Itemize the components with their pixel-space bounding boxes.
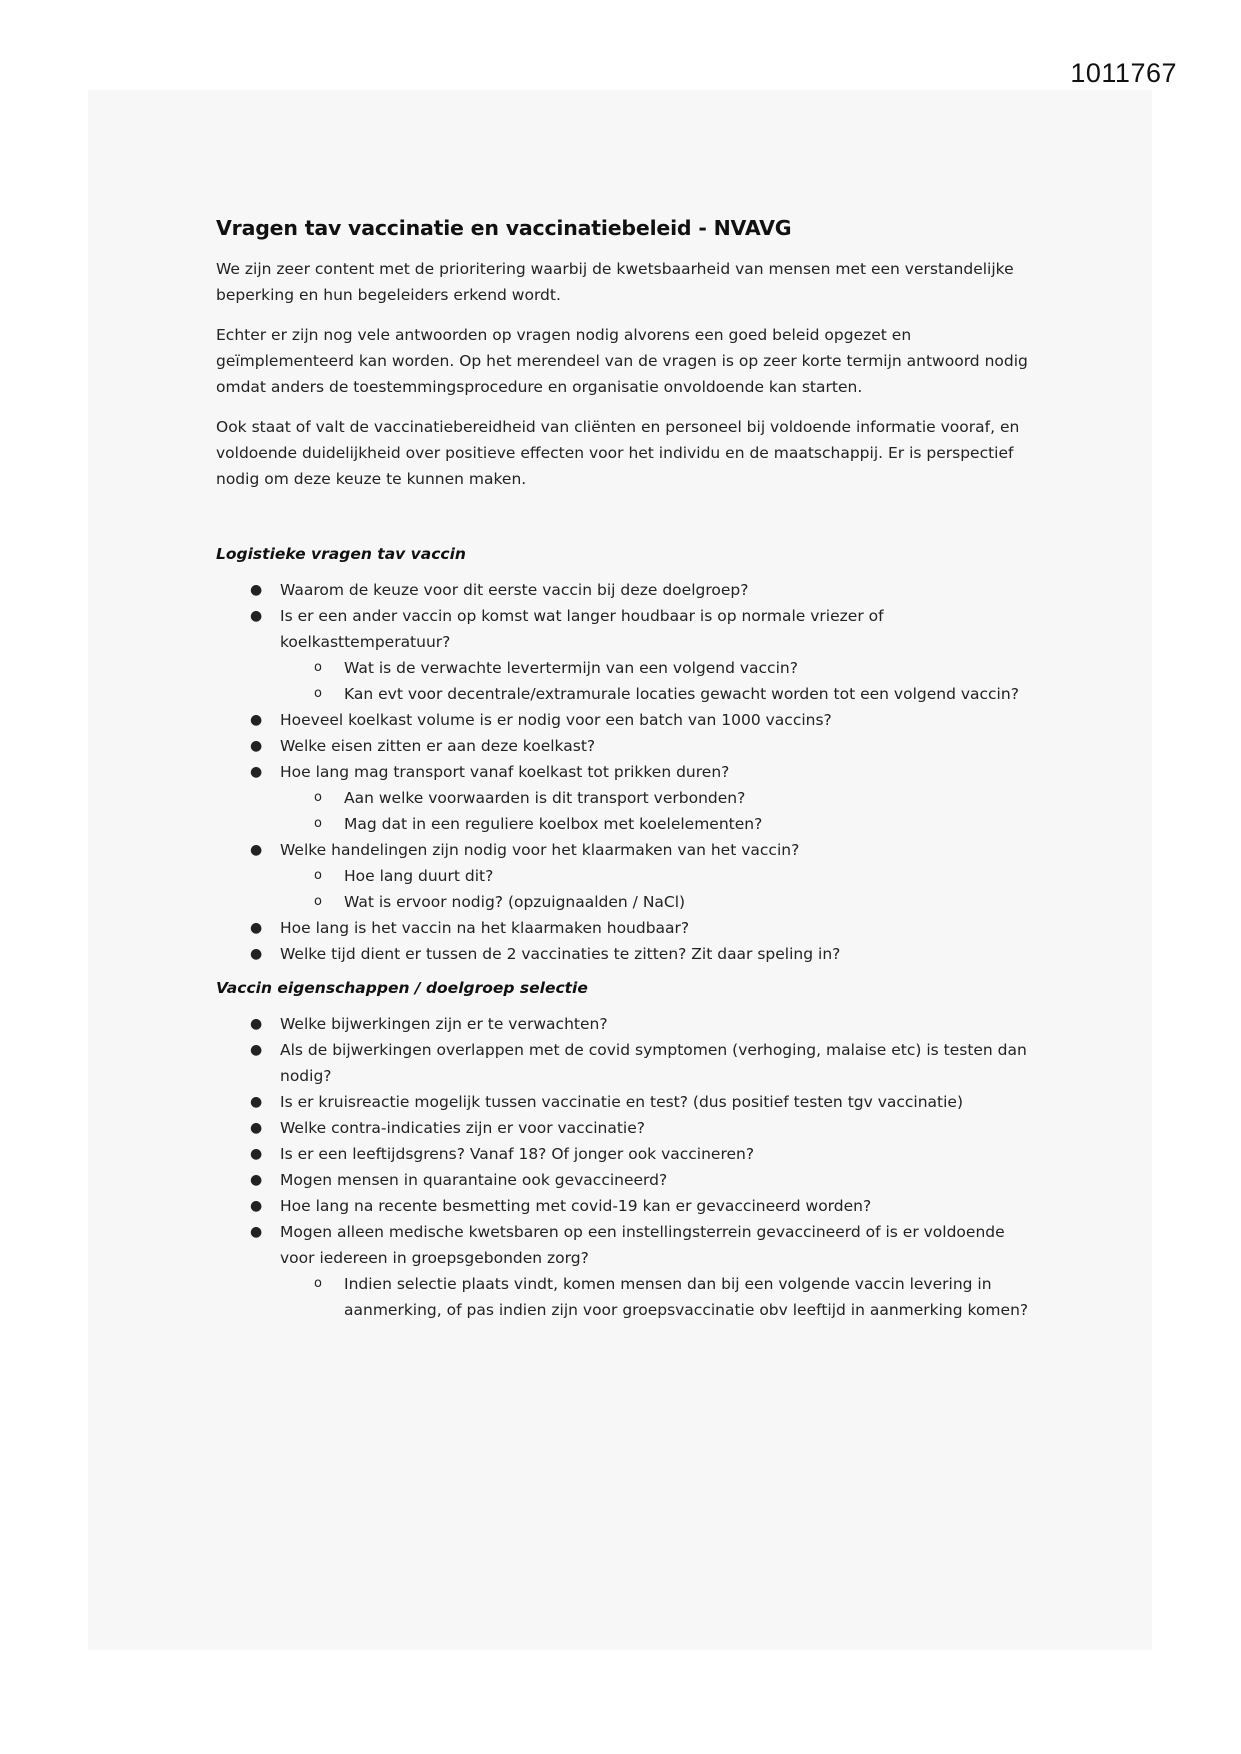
- section-heading-vaccine-properties: Vaccin eigenschappen / doelgroep selectie: [216, 979, 588, 997]
- question-list-vaccine-properties: [216, 1011, 1036, 1323]
- sub-list-item: [216, 863, 1036, 889]
- list-item-text: Hoe lang duurt dit?: [344, 867, 494, 885]
- bullet-icon: ●: [250, 1042, 263, 1058]
- section-heading-logistics: Logistieke vragen tav vaccin: [216, 545, 466, 563]
- list-item-text: Hoe lang is het vaccin na het klaarmaken houdbaar?: [280, 919, 690, 937]
- document-content: [216, 216, 1036, 1335]
- list-item-text: Hoe lang na recente besmetting met covid-19 kan er gevaccineerd worden?: [280, 1197, 872, 1215]
- hollow-bullet-icon: o: [314, 1276, 322, 1291]
- list-item: [216, 1219, 1036, 1271]
- sub-list-item: [216, 889, 1036, 915]
- list-item: [216, 1167, 1036, 1193]
- list-item-text: Is er een leeftijdsgrens? Vanaf 18? Of jonger ook vaccineren?: [280, 1145, 755, 1163]
- list-item-text: Welke bijwerkingen zijn er te verwachten?: [280, 1015, 608, 1033]
- bullet-icon: ●: [250, 1198, 263, 1214]
- list-item-text: Mag dat in een reguliere koelbox met koelelementen?: [344, 815, 763, 833]
- document-title: Vragen tav vaccinatie en vaccinatiebeleid - NVAVG: [216, 216, 792, 240]
- sub-list-item: [216, 811, 1036, 837]
- list-item-text: Hoeveel koelkast volume is er nodig voor een batch van 1000 vaccins?: [280, 711, 832, 729]
- list-item-text: Als de bijwerkingen overlappen met de covid symptomen (verhoging, malaise etc) is testen dan nodig?: [280, 1041, 1027, 1085]
- list-item-text: Mogen alleen medische kwetsbaren op een instellingsterrein gevaccineerd of is er voldoende voor iedereen in groepsgebonden zorg?: [280, 1223, 1005, 1267]
- readiness-paragraph: Ook staat of valt de vaccinatiebereidheid van cliënten en personeel bij voldoende informatie vooraf, en voldoende duidelijkheid over positieve effecten voor het individu en de maatschappij. Er is perspectief nodig om deze keuze te kunnen maken.: [216, 418, 1020, 488]
- bullet-icon: ●: [250, 738, 263, 754]
- context-paragraph: Echter er zijn nog vele antwoorden op vragen nodig alvorens een goed beleid opgezet en geïmplementeerd kan worden. Op het merendeel van de vragen is op zeer korte termijn antwoord nodig omdat anders de toestemmingsprocedure en organisatie onvoldoende kan starten.: [216, 326, 1028, 396]
- hollow-bullet-icon: o: [314, 686, 322, 701]
- bullet-icon: ●: [250, 1016, 263, 1032]
- list-item: [216, 1089, 1036, 1115]
- sub-list-item: [216, 655, 1036, 681]
- bullet-icon: ●: [250, 1146, 263, 1162]
- sub-list-item: [216, 681, 1036, 707]
- list-item-text: Aan welke voorwaarden is dit transport verbonden?: [344, 789, 746, 807]
- document-id: 1011767: [1070, 58, 1177, 88]
- list-item-text: Welke tijd dient er tussen de 2 vaccinaties te zitten? Zit daar speling in?: [280, 945, 841, 963]
- list-item: [216, 577, 1036, 603]
- bullet-icon: ●: [250, 712, 263, 728]
- list-item-text: Welke contra-indicaties zijn er voor vaccinatie?: [280, 1119, 645, 1137]
- intro-paragraph: We zijn zeer content met de prioritering waarbij de kwetsbaarheid van mensen met een verstandelijke beperking en hun begeleiders erkend wordt.: [216, 260, 1014, 304]
- list-item: [216, 733, 1036, 759]
- list-item-text: Welke handelingen zijn nodig voor het klaarmaken van het vaccin?: [280, 841, 800, 859]
- list-item: [216, 941, 1036, 967]
- hollow-bullet-icon: o: [314, 894, 322, 909]
- list-item-text: Hoe lang mag transport vanaf koelkast tot prikken duren?: [280, 763, 730, 781]
- list-item-text: Is er kruisreactie mogelijk tussen vaccinatie en test? (dus positief testen tgv vaccinatie): [280, 1093, 964, 1111]
- bullet-icon: ●: [250, 946, 263, 962]
- bullet-icon: ●: [250, 842, 263, 858]
- hollow-bullet-icon: o: [314, 868, 322, 883]
- list-item-text: Kan evt voor decentrale/extramurale locaties gewacht worden tot een volgend vaccin?: [344, 685, 1019, 703]
- hollow-bullet-icon: o: [314, 790, 322, 805]
- sub-list-item: [216, 1271, 1036, 1323]
- hollow-bullet-icon: o: [314, 816, 322, 831]
- question-list-logistics: [216, 577, 1036, 967]
- list-item: [216, 1037, 1036, 1089]
- list-item-text: Waarom de keuze voor dit eerste vaccin bij deze doelgroep?: [280, 581, 749, 599]
- list-item: [216, 1011, 1036, 1037]
- list-item: [216, 915, 1036, 941]
- bullet-icon: ●: [250, 608, 263, 624]
- bullet-icon: ●: [250, 764, 263, 780]
- list-item: [216, 837, 1036, 863]
- list-item: [216, 1115, 1036, 1141]
- bullet-icon: ●: [250, 1224, 263, 1240]
- list-item-text: Welke eisen zitten er aan deze koelkast?: [280, 737, 596, 755]
- bullet-icon: ●: [250, 1172, 263, 1188]
- list-item: [216, 1193, 1036, 1219]
- bullet-icon: ●: [250, 1120, 263, 1136]
- list-item: [216, 707, 1036, 733]
- list-item: [216, 1141, 1036, 1167]
- list-item-text: Is er een ander vaccin op komst wat langer houdbaar is op normale vriezer of koelkasttemperatuur?: [280, 607, 884, 651]
- list-item-text: Mogen mensen in quarantaine ook gevaccineerd?: [280, 1171, 668, 1189]
- list-item-text: Wat is ervoor nodig? (opzuignaalden / NaCl): [344, 893, 686, 911]
- list-item: [216, 603, 1036, 655]
- bullet-icon: ●: [250, 920, 263, 936]
- bullet-icon: ●: [250, 582, 263, 598]
- hollow-bullet-icon: o: [314, 660, 322, 675]
- sub-list-item: [216, 785, 1036, 811]
- list-item: [216, 759, 1036, 785]
- list-item-text: Wat is de verwachte levertermijn van een volgend vaccin?: [344, 659, 798, 677]
- list-item-text: Indien selectie plaats vindt, komen mensen dan bij een volgende vaccin levering in aanmerking, of pas indien zijn voor groepsvaccinatie obv leeftijd in aanmerking komen?: [344, 1275, 1029, 1319]
- bullet-icon: ●: [250, 1094, 263, 1110]
